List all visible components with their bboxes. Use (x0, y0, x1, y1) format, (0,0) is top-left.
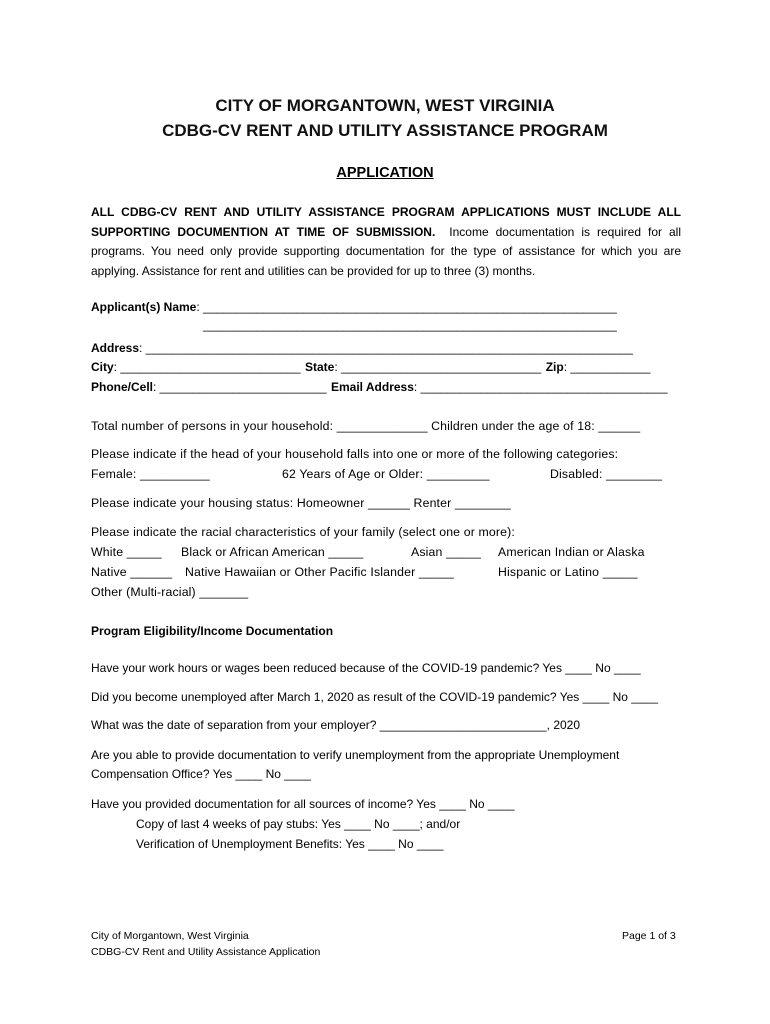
housing-status-question[interactable]: Please indicate your housing status: Homeowner ______ Renter ________ (91, 496, 511, 510)
race-native-option[interactable]: Native ______ (91, 565, 173, 579)
document-title-line1: CITY OF MORGANTOWN, WEST VIRGINIA (215, 96, 555, 115)
phone-label: Phone/Cell (91, 380, 154, 394)
race-white-option[interactable]: White _____ (91, 545, 162, 559)
race-hispanic-option[interactable]: Hispanic or Latino _____ (498, 565, 638, 579)
phone-email-row (91, 378, 668, 396)
age-62-option[interactable]: 62 Years of Age or Older: _________ (282, 467, 490, 481)
unemployment-benefits-question[interactable]: Verification of Unemployment Benefits: Yes ____ No ____ (136, 837, 444, 851)
race-hawaiian-option[interactable]: Native Hawaiian or Other Pacific Islander _____ (185, 565, 454, 579)
racial-prompt: Please indicate the racial characteristics of your family (select one or more): (91, 525, 515, 539)
head-of-household-prompt: Please indicate if the head of your household falls into one or more of the following categories: (91, 447, 619, 461)
email-label: Email Address (330, 380, 414, 394)
eligibility-heading: Program Eligibility/Income Documentation (91, 624, 334, 638)
address-row (91, 339, 633, 357)
pay-stubs-question[interactable]: Copy of last 4 weeks of pay stubs: Yes ____ No ____; and/or (136, 817, 461, 831)
city-label: City (91, 360, 114, 374)
applicant-name-field-2[interactable]: ______________________________________________________________ (203, 318, 617, 332)
all-sources-question[interactable]: Have you provided documentation for all sources of income? Yes ____ No ____ (91, 797, 515, 811)
intro-paragraph (91, 203, 681, 281)
application-heading: APPLICATION (336, 165, 434, 181)
footer-program: CDBG-CV Rent and Utility Assistance Application (91, 946, 321, 958)
address-label: Address (91, 341, 140, 355)
page-number: Page 1 of 3 (622, 930, 676, 942)
hours-reduced-question[interactable]: Have your work hours or wages been reduced because of the COVID-19 pandemic? Yes ____ No ____ (91, 661, 641, 675)
footer-city: City of Morgantown, West Virginia (91, 930, 249, 942)
applicant-name-row (91, 298, 617, 316)
race-other-option[interactable]: Other (Multi-racial) _______ (91, 585, 249, 599)
intro-bold-text: ALL CDBG-CV RENT AND UTILITY ASSISTANCE PROGRAM APPLICATIONS MUST INCLUDE ALL SUPPORTING DOCUMENTION AT TIME OF SUBMISSION. (91, 205, 681, 239)
zip-field[interactable]: : ____________ (563, 360, 651, 374)
intro-normal-text: Income documentation is required for all programs. You need only provide supporting documentation for the type of assistance for which you are applying. Assistance for rent and utilities can be provided for up to three (3) months. (91, 224, 681, 278)
zip-label: Zip (545, 360, 564, 374)
city-state-zip-row (91, 358, 650, 376)
applicant-name-field[interactable]: : ______________________________________________________________ (196, 300, 617, 314)
race-asian-option[interactable]: Asian _____ (411, 545, 482, 559)
verify-unemployment-answer[interactable]: Compensation Office? Yes ____ No ____ (91, 767, 311, 781)
state-field[interactable]: : ______________________________ (334, 360, 542, 374)
disabled-option[interactable]: Disabled: ________ (550, 467, 663, 481)
city-field[interactable]: : ___________________________ (113, 360, 301, 374)
address-field[interactable]: : _________________________________________________________________________ (139, 341, 633, 355)
female-option[interactable]: Female: __________ (91, 467, 210, 481)
email-field[interactable]: : _____________________________________ (413, 380, 668, 394)
state-label: State (305, 360, 335, 374)
document-title-line2: CDBG-CV RENT AND UTILITY ASSISTANCE PROGRAM (162, 121, 608, 140)
separation-date-question[interactable]: What was the date of separation from your employer? _________________________, 2020 (91, 718, 581, 732)
unemployed-question[interactable]: Did you become unemployed after March 1, 2020 as result of the COVID-19 pandemic? Yes ____ No ____ (91, 690, 659, 704)
race-black-option[interactable]: Black or African American _____ (181, 545, 364, 559)
applicant-name-label: Applicant(s) Name (91, 300, 197, 314)
household-size-question[interactable]: Total number of persons in your household: _____________ Children under the age of 18: ______ (91, 419, 641, 433)
phone-field[interactable]: : _________________________ (153, 380, 327, 394)
verify-unemployment-question: Are you able to provide documentation to verify unemployment from the appropriate Unemployment (91, 748, 620, 762)
race-american-indian-option[interactable]: American Indian or Alaska (498, 545, 645, 559)
